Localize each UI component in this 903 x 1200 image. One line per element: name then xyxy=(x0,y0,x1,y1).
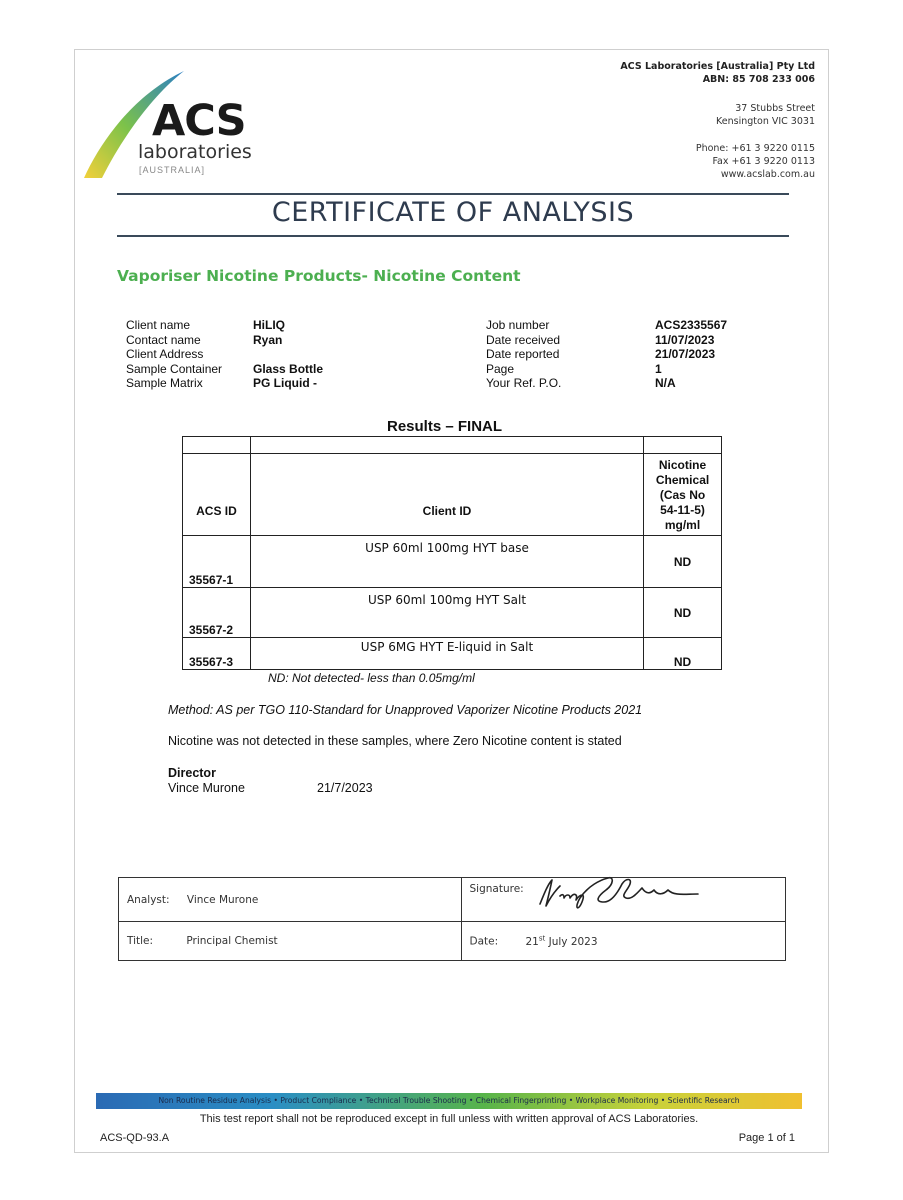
document-code: ACS-QD-93.A xyxy=(100,1132,170,1144)
job-info-value: ACS2335567 xyxy=(655,318,728,332)
date-label: Date: xyxy=(469,935,499,948)
header-nicotine-line: Nicotine xyxy=(658,458,707,472)
client-info-label: Sample Container xyxy=(126,361,223,376)
row-client-id: USP 60ml 100mg HYT base xyxy=(250,536,643,588)
results-table xyxy=(182,436,722,670)
header-acs-id: ACS ID xyxy=(183,454,251,536)
acs-logo xyxy=(82,68,282,180)
job-info-value: N/A xyxy=(655,376,676,390)
job-info-value: 11/07/2023 xyxy=(655,332,715,347)
table-row xyxy=(183,536,722,588)
nd-footnote: ND: Not detected- less than 0.05mg/ml xyxy=(268,671,475,685)
row-client-id: USP 60ml 100mg HYT Salt xyxy=(250,588,643,638)
client-info-label: Contact name xyxy=(126,332,201,347)
signature-label: Signature: xyxy=(469,883,524,895)
signoff-row xyxy=(119,878,786,922)
title-rule-top xyxy=(117,193,789,195)
analyst-value: Vince Murone xyxy=(186,893,259,906)
job-info-value: 1 xyxy=(655,361,662,376)
director-name: Vince Murone xyxy=(168,781,245,795)
table-row xyxy=(183,588,722,638)
table-spacer-row xyxy=(183,437,722,454)
job-values xyxy=(655,318,727,391)
address-street: 37 Stubbs Street xyxy=(735,103,815,114)
header-nicotine-line: mg/ml xyxy=(664,518,701,532)
logo-country: [AUSTRALIA] xyxy=(139,165,206,175)
company-header xyxy=(620,60,815,86)
company-name: ACS Laboratories [Australia] Pty Ltd xyxy=(620,61,815,72)
header-nicotine xyxy=(644,454,722,536)
signoff-date xyxy=(525,936,597,948)
analyst-cell xyxy=(119,878,462,922)
date-cell xyxy=(461,922,786,961)
title-value: Principal Chemist xyxy=(186,935,278,947)
company-contact xyxy=(696,142,815,181)
services-banner: Non Routine Residue Analysis • Product Compliance • Technical Trouble Shooting • Chemical Fingerprinting • Workplace Monitoring • Scientific Research xyxy=(96,1093,802,1109)
signoff-table xyxy=(118,877,786,961)
logo-subtext: laboratories xyxy=(138,141,252,163)
client-info-label: Client Address xyxy=(126,347,204,361)
date-day: 21 xyxy=(525,935,539,948)
director-date: 21/7/2023 xyxy=(317,781,373,795)
results-title: Results – FINAL xyxy=(387,418,503,435)
row-result: ND xyxy=(644,588,722,638)
handwritten-signature xyxy=(534,872,764,912)
director-title: Director xyxy=(168,766,216,780)
company-phone: Phone: +61 3 9220 0115 xyxy=(695,143,815,154)
company-address xyxy=(716,102,815,128)
header-nicotine-line: Chemical xyxy=(655,473,710,487)
client-info-value: Ryan xyxy=(253,332,283,347)
address-suburb: Kensington VIC 3031 xyxy=(716,116,815,127)
job-info-label: Date reported xyxy=(486,347,560,361)
company-website: www.acslab.com.au xyxy=(720,169,815,180)
row-acs-id: 35567-1 xyxy=(183,536,251,588)
header-nicotine-line: (Cas No xyxy=(659,488,706,502)
row-acs-id: 35567-2 xyxy=(183,588,251,638)
document-title: CERTIFICATE OF ANALYSIS xyxy=(271,197,635,228)
job-info-label: Your Ref. P.O. xyxy=(486,376,562,390)
client-labels xyxy=(126,318,222,391)
client-info-value: HiLIQ xyxy=(253,318,285,332)
client-values xyxy=(253,318,323,391)
company-fax: Fax +61 3 9220 0113 xyxy=(712,156,815,167)
header-client-id: Client ID xyxy=(250,454,643,536)
row-result: ND xyxy=(644,638,722,670)
method-text: Method: AS per TGO 110-Standard for Unapproved Vaporizer Nicotine Products 2021 xyxy=(168,703,643,717)
title-rule-bottom xyxy=(117,235,789,237)
analyst-label: Analyst: xyxy=(127,893,170,906)
document-subtitle: Vaporiser Nicotine Products- Nicotine Content xyxy=(117,267,521,285)
signature-cell xyxy=(461,878,786,922)
title-cell xyxy=(119,922,462,961)
date-suffix: st xyxy=(538,934,546,943)
client-info-value xyxy=(253,347,323,362)
client-info-label: Client name xyxy=(126,318,191,332)
job-info-label: Date received xyxy=(486,332,561,347)
statement-text: Nicotine was not detected in these samples, where Zero Nicotine content is stated xyxy=(168,734,622,748)
row-client-id: USP 6MG HYT E-liquid in Salt xyxy=(250,638,643,670)
job-labels xyxy=(486,318,561,391)
client-info-value: PG Liquid - xyxy=(253,376,317,390)
reproduction-notice: This test report shall not be reproduced except in full unless with written approval of ACS Laboratories. xyxy=(199,1113,699,1125)
client-info-label: Sample Matrix xyxy=(126,376,203,390)
logo-wordmark: ACS xyxy=(152,96,246,146)
row-result: ND xyxy=(644,536,722,588)
table-row xyxy=(183,638,722,670)
company-abn: ABN: 85 708 233 006 xyxy=(702,74,815,85)
title-label: Title: xyxy=(127,935,154,947)
header-nicotine-line: 54-11-5) xyxy=(660,503,705,517)
job-info-label: Page xyxy=(486,361,515,376)
job-info-value: 21/07/2023 xyxy=(655,347,716,361)
date-rest: July 2023 xyxy=(545,935,598,948)
table-header-row xyxy=(183,454,722,536)
page-number: Page 1 of 1 xyxy=(738,1132,795,1144)
row-acs-id: 35567-3 xyxy=(183,638,251,670)
signoff-row xyxy=(119,922,786,961)
client-info-value: Glass Bottle xyxy=(253,361,324,376)
job-info-label: Job number xyxy=(486,318,550,332)
